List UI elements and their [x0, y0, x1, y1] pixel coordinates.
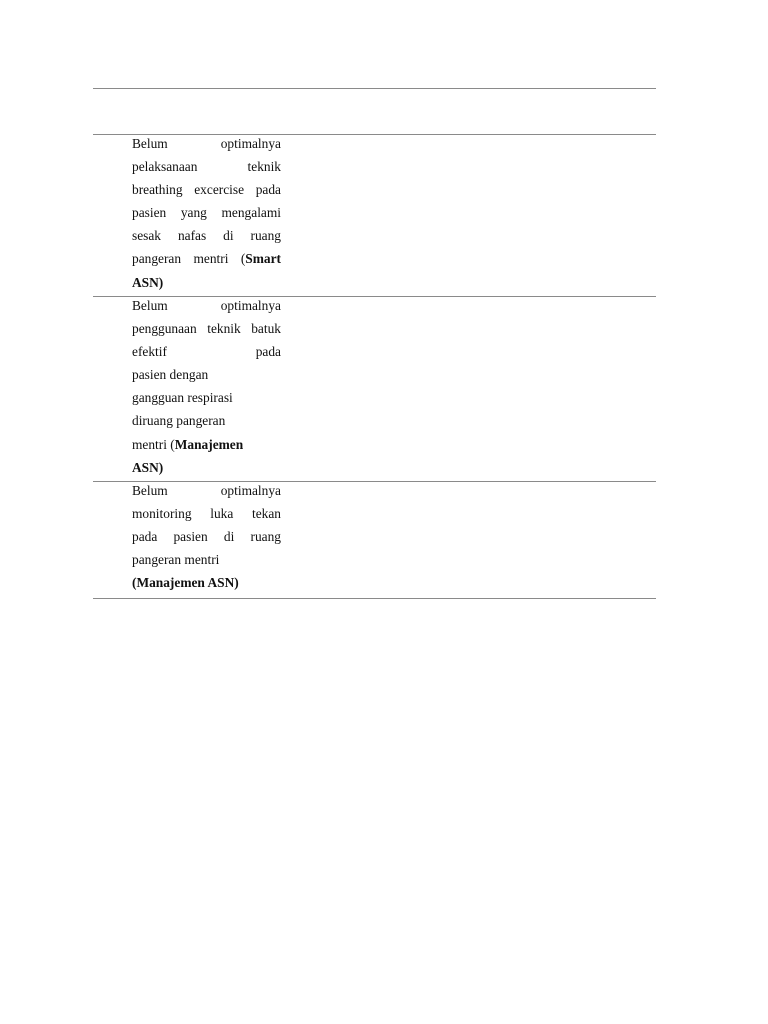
cell-text: pangeran mentri (: [132, 251, 246, 267]
cell-bold-text: Manajemen: [174, 436, 244, 452]
cell-bold-text: ASN): [132, 274, 164, 290]
cell-line: pasien dengan: [132, 367, 209, 383]
cell-bold-text: Smart: [245, 251, 281, 267]
cell-line: efektif pada: [132, 344, 281, 360]
cell-line: pada pasien di ruang: [132, 529, 281, 545]
cell-text: mentri (: [132, 436, 175, 452]
table-row: [132, 132, 281, 294]
cell-line: pasien yang mengalami: [132, 205, 281, 221]
cell-line: Belum optimalnya: [132, 298, 281, 313]
cell-line: monitoring luka tekan: [132, 506, 281, 522]
cell-line: [132, 571, 281, 594]
cell-line: gangguan respirasi: [132, 390, 233, 406]
cell-line: [132, 433, 281, 456]
cell-line: Belum optimalnya: [132, 483, 281, 498]
cell-bold-text: ASN): [132, 459, 164, 475]
cell-line: [132, 247, 281, 270]
cell-line: pelaksanaan teknik: [132, 159, 281, 175]
cell-line: diruang pangeran: [132, 413, 226, 429]
cell-line: breathing excercise pada: [132, 182, 281, 198]
table-row: [132, 479, 281, 594]
cell-line: sesak nafas di ruang: [132, 228, 281, 244]
cell-line: [132, 271, 281, 294]
cell-line: Belum optimalnya: [132, 136, 281, 151]
table-rule-top: [93, 88, 656, 89]
table-rule-bottom: [93, 598, 656, 599]
table-row: [132, 294, 281, 479]
cell-line: penggunaan teknik batuk: [132, 321, 281, 337]
cell-line: pangeran mentri: [132, 552, 220, 568]
cell-bold-text: (Manajemen ASN): [132, 575, 239, 591]
cell-line: [132, 456, 281, 479]
